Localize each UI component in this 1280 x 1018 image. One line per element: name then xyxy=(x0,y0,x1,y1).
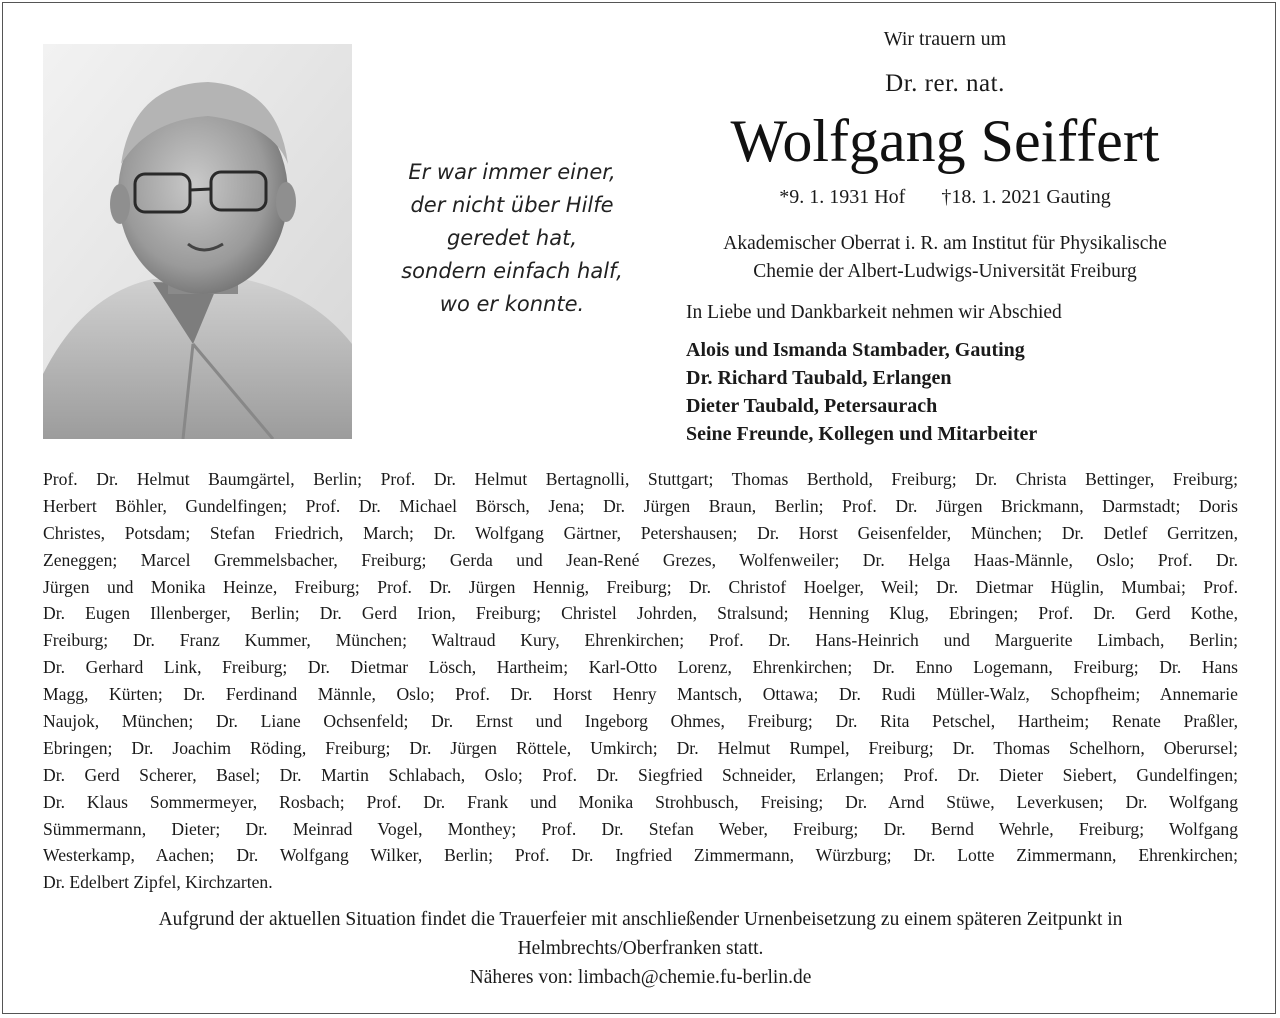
condolence-line: Westerkamp, Aachen; Dr. Wolfgang Wilker, Berlin; Prof. Dr. Ingfried Zimmermann, Würzburg; Dr. Lotte Zimmermann, Ehrenkirchen; xyxy=(43,845,1238,866)
condolence-line: Ebringen; Dr. Joachim Röding, Freiburg; Dr. Jürgen Röttele, Umkirch; Dr. Helmut Rumpel, Freiburg; Dr. Thomas Schelhorn, Oberursel; xyxy=(43,737,1238,758)
mourner: Dr. Richard Taubald, Erlangen xyxy=(686,367,952,389)
memorial-quote xyxy=(372,156,652,321)
ceremony-note xyxy=(43,905,1238,992)
footer-line: Helmbrechts/Oberfranken statt. xyxy=(517,938,764,959)
mourner: Dieter Taubald, Petersaurach xyxy=(686,395,938,417)
condolence-line: Christes, Potsdam; Stefan Friedrich, March; Dr. Wolfgang Gärtner, Petershausen; Dr. Horst Geisenfelder, München; Dr. Detlef Gerritzen, xyxy=(43,522,1238,543)
condolence-line: Jürgen und Monika Heinze, Freiburg; Prof. Dr. Jürgen Hennig, Freiburg; Dr. Christof Hoelger, Weil; Dr. Dietmar Hüglin, Mumbai; Prof. xyxy=(43,576,1238,597)
professional-title xyxy=(672,230,1218,286)
quote-line: sondern einfach half, xyxy=(401,259,623,283)
quote-line: der nicht über Hilfe xyxy=(410,193,614,217)
condolence-line: Dr. Gerd Scherer, Basel; Dr. Martin Schlabach, Oslo; Prof. Dr. Siegfried Schneider, Erlangen; Prof. Dr. Dieter Siebert, Gundelfingen; xyxy=(43,764,1238,785)
condolence-line: Dr. Klaus Sommermeyer, Rosbach; Prof. Dr. Frank und Monika Strohbusch, Freising; Dr. Arnd Stüwe, Leverkusen; Dr. Wolfgang xyxy=(43,791,1238,812)
quote-line: geredet hat, xyxy=(446,226,578,250)
quote-line: Er war immer einer, xyxy=(408,160,616,184)
life-dates xyxy=(660,186,1230,209)
portrait-photo xyxy=(43,44,352,439)
condolence-line: Herbert Böhler, Gundelfingen; Prof. Dr. Michael Börsch, Jena; Dr. Jürgen Braun, Berlin; Prof. Dr. Jürgen Brickmann, Darmstadt; Doris xyxy=(43,495,1238,516)
intro-text: Wir trauern um xyxy=(883,28,1007,50)
birth-date: *9. 1. 1931 Hof xyxy=(779,186,906,208)
condolence-line: Zeneggen; Marcel Gremmelsbacher, Freiburg; Gerda und Jean-René Grezes, Wolfenweiler; Dr. Helga Haas-Männle, Oslo; Prof. Dr. xyxy=(43,549,1238,570)
condolence-line: Magg, Kürten; Dr. Ferdinand Männle, Oslo; Prof. Dr. Horst Henry Mantsch, Ottawa; Dr. Rudi Müller-Walz, Schopfheim; Annemarie xyxy=(43,684,1238,705)
condolence-line: Dr. Gerhard Link, Freiburg; Dr. Dietmar Lösch, Hartheim; Karl-Otto Lorenz, Ehrenkirchen; Dr. Enno Logemann, Freiburg; Dr. Hans xyxy=(43,657,1238,678)
condolence-line: Freiburg; Dr. Franz Kummer, München; Waltraud Kury, Ehrenkirchen; Prof. Dr. Hans-Heinrich und Marguerite Limbach, Berlin; xyxy=(43,630,1238,651)
mourner: Seine Freunde, Kollegen und Mitarbeiter xyxy=(686,423,1038,445)
position-line: Akademischer Oberrat i. R. am Institut für Physikalische xyxy=(723,233,1167,254)
academic-degree: Dr. rer. nat. xyxy=(885,70,1005,97)
condolence-line: Dr. Eugen Illenberger, Berlin; Dr. Gerd Irion, Freiburg; Christel Johrden, Stralsund; Henning Klug, Ebringen; Prof. Dr. Gerd Kothe, xyxy=(43,603,1238,624)
condolence-line: Sümmermann, Dieter; Dr. Meinrad Vogel, Monthey; Prof. Dr. Stefan Weber, Freiburg; Dr. Bernd Wehrle, Freiburg; Wolfgang xyxy=(43,818,1238,839)
condolence-line: Prof. Dr. Helmut Baumgärtel, Berlin; Prof. Dr. Helmut Bertagnolli, Stuttgart; Thomas Berthold, Freiburg; Dr. Christa Bettinger, Freiburg; xyxy=(43,469,1238,489)
deceased-name: Wolfgang Seiffert xyxy=(730,108,1160,174)
farewell-text: In Liebe und Dankbarkeit nehmen wir Abschied xyxy=(686,302,1062,323)
contact-line: Näheres von: limbach@chemie.fu-berlin.de xyxy=(469,967,812,988)
condolence-line: Dr. Edelbert Zipfel, Kirchzarten. xyxy=(43,872,273,893)
death-date: †18. 1. 2021 Gauting xyxy=(941,186,1111,208)
position-line: Chemie der Albert-Ludwigs-Universität Freiburg xyxy=(753,261,1137,282)
footer-line: Aufgrund der aktuellen Situation findet die Trauerfeier mit anschließender Urnenbeisetzung zu einem späteren Zeitpunkt in xyxy=(158,909,1123,930)
mourners-list xyxy=(686,336,1037,448)
mourner: Alois und Ismanda Stambader, Gauting xyxy=(686,339,1025,361)
condolence-line: Naujok, München; Dr. Liane Ochsenfeld; Dr. Ernst und Ingeborg Ohmes, Freiburg; Dr. Rita Petschel, Hartheim; Renate Praßler, xyxy=(43,711,1238,732)
quote-line: wo er konnte. xyxy=(439,292,585,316)
condolence-list xyxy=(43,466,1238,896)
